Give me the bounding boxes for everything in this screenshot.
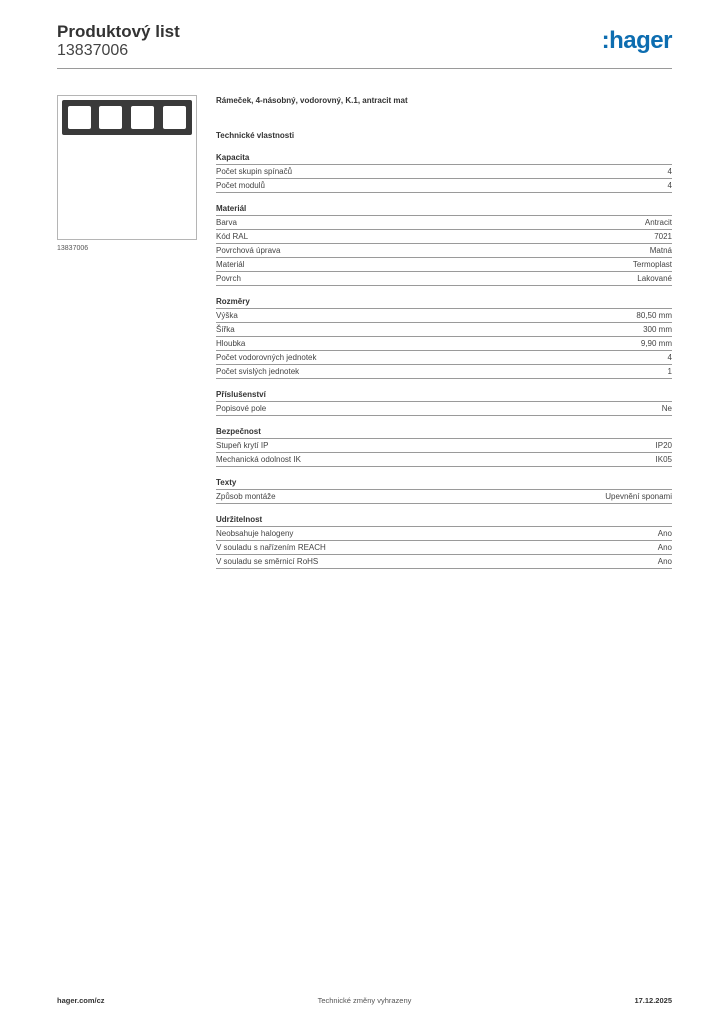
spec-label: V souladu s nařízením REACH [216, 543, 326, 552]
logo-dots-icon: : [601, 27, 610, 54]
section-title: Příslušenství [216, 389, 672, 402]
spec-row [216, 179, 672, 193]
spec-label: Barva [216, 218, 237, 227]
spec-label: Neobsahuje halogeny [216, 529, 294, 538]
spec-value: Lakované [637, 274, 672, 283]
spec-label: Počet modulů [216, 181, 265, 190]
page-title: Produktový list [57, 22, 180, 41]
hager-logo [602, 29, 672, 53]
frame-opening [68, 106, 91, 129]
spec-section [216, 152, 672, 193]
spec-value: IK05 [655, 455, 672, 464]
spec-row [216, 365, 672, 379]
spec-value: IP20 [655, 441, 672, 450]
footer-website: hager.com/cz [57, 996, 105, 1005]
spec-section [216, 477, 672, 504]
spec-value: Upevnění sponami [605, 492, 672, 501]
spec-label: Výška [216, 311, 238, 320]
spec-row [216, 165, 672, 179]
spec-label: Povrchová úprava [216, 246, 281, 255]
spec-value: Matná [649, 246, 672, 255]
frame-opening [99, 106, 122, 129]
product-number: 13837006 [57, 42, 129, 59]
spec-row [216, 309, 672, 323]
footer-date: 17.12.2025 [634, 996, 672, 1005]
technical-heading: Technické vlastnosti [216, 131, 295, 140]
section-title: Kapacita [216, 152, 672, 165]
spec-label: Počet svislých jednotek [216, 367, 300, 376]
spec-section [216, 389, 672, 416]
spec-label: Materiál [216, 260, 245, 269]
spec-value: Ano [657, 557, 672, 566]
spec-value: Ano [657, 529, 672, 538]
frame-4gang-icon [62, 100, 192, 135]
spec-value: 4 [667, 167, 672, 176]
product-description: Rámeček, 4-násobný, vodorovný, K.1, antracit mat [216, 96, 408, 105]
page-header [57, 20, 672, 68]
spec-row [216, 402, 672, 416]
spec-row [216, 216, 672, 230]
spec-label: Šířka [216, 325, 235, 334]
spec-value: Ano [657, 543, 672, 552]
header-divider [57, 68, 672, 69]
spec-value: 1 [667, 367, 672, 376]
product-details [216, 95, 672, 569]
spec-row [216, 439, 672, 453]
spec-section [216, 426, 672, 467]
spec-label: Popisové pole [216, 404, 267, 413]
spec-row [216, 230, 672, 244]
logo-text: hager [609, 27, 672, 54]
spec-row [216, 490, 672, 504]
spec-label: Počet vodorovných jednotek [216, 353, 317, 362]
frame-opening [131, 106, 154, 129]
section-title: Bezpečnost [216, 426, 672, 439]
spec-value: Ne [661, 404, 672, 413]
spec-row [216, 555, 672, 569]
spec-label: Hloubka [216, 339, 246, 348]
spec-section [216, 203, 672, 286]
spec-value: Antracit [644, 218, 672, 227]
spec-row [216, 541, 672, 555]
spec-value: 80,50 mm [636, 311, 672, 320]
spec-value: 7021 [654, 232, 672, 241]
spec-section [216, 296, 672, 379]
spec-label: V souladu se směrnicí RoHS [216, 557, 319, 566]
spec-section [216, 514, 672, 569]
spec-label: Stupeň krytí IP [216, 441, 269, 450]
frame-opening [163, 106, 186, 129]
spec-value: 4 [667, 353, 672, 362]
spec-label: Počet skupin spínačů [216, 167, 293, 176]
spec-row [216, 453, 672, 467]
spec-row [216, 272, 672, 286]
spec-row [216, 323, 672, 337]
spec-label: Mechanická odolnost IK [216, 455, 301, 464]
spec-sections [216, 152, 672, 569]
spec-row [216, 527, 672, 541]
spec-row [216, 258, 672, 272]
image-caption: 13837006 [57, 245, 89, 252]
spec-row [216, 337, 672, 351]
spec-label: Kód RAL [216, 232, 249, 241]
spec-value: 4 [667, 181, 672, 190]
spec-row [216, 244, 672, 258]
spec-value: Termoplast [632, 260, 672, 269]
section-title: Texty [216, 477, 672, 490]
product-image [57, 95, 197, 240]
spec-value: 9,90 mm [640, 339, 672, 348]
spec-value: 300 mm [643, 325, 672, 334]
spec-row [216, 351, 672, 365]
spec-label: Povrch [216, 274, 241, 283]
section-title: Rozměry [216, 296, 672, 309]
section-title: Udržitelnost [216, 514, 672, 527]
footer-notice: Technické změny vyhrazeny [317, 996, 412, 1005]
spec-label: Způsob montáže [216, 492, 276, 501]
section-title: Materiál [216, 203, 672, 216]
